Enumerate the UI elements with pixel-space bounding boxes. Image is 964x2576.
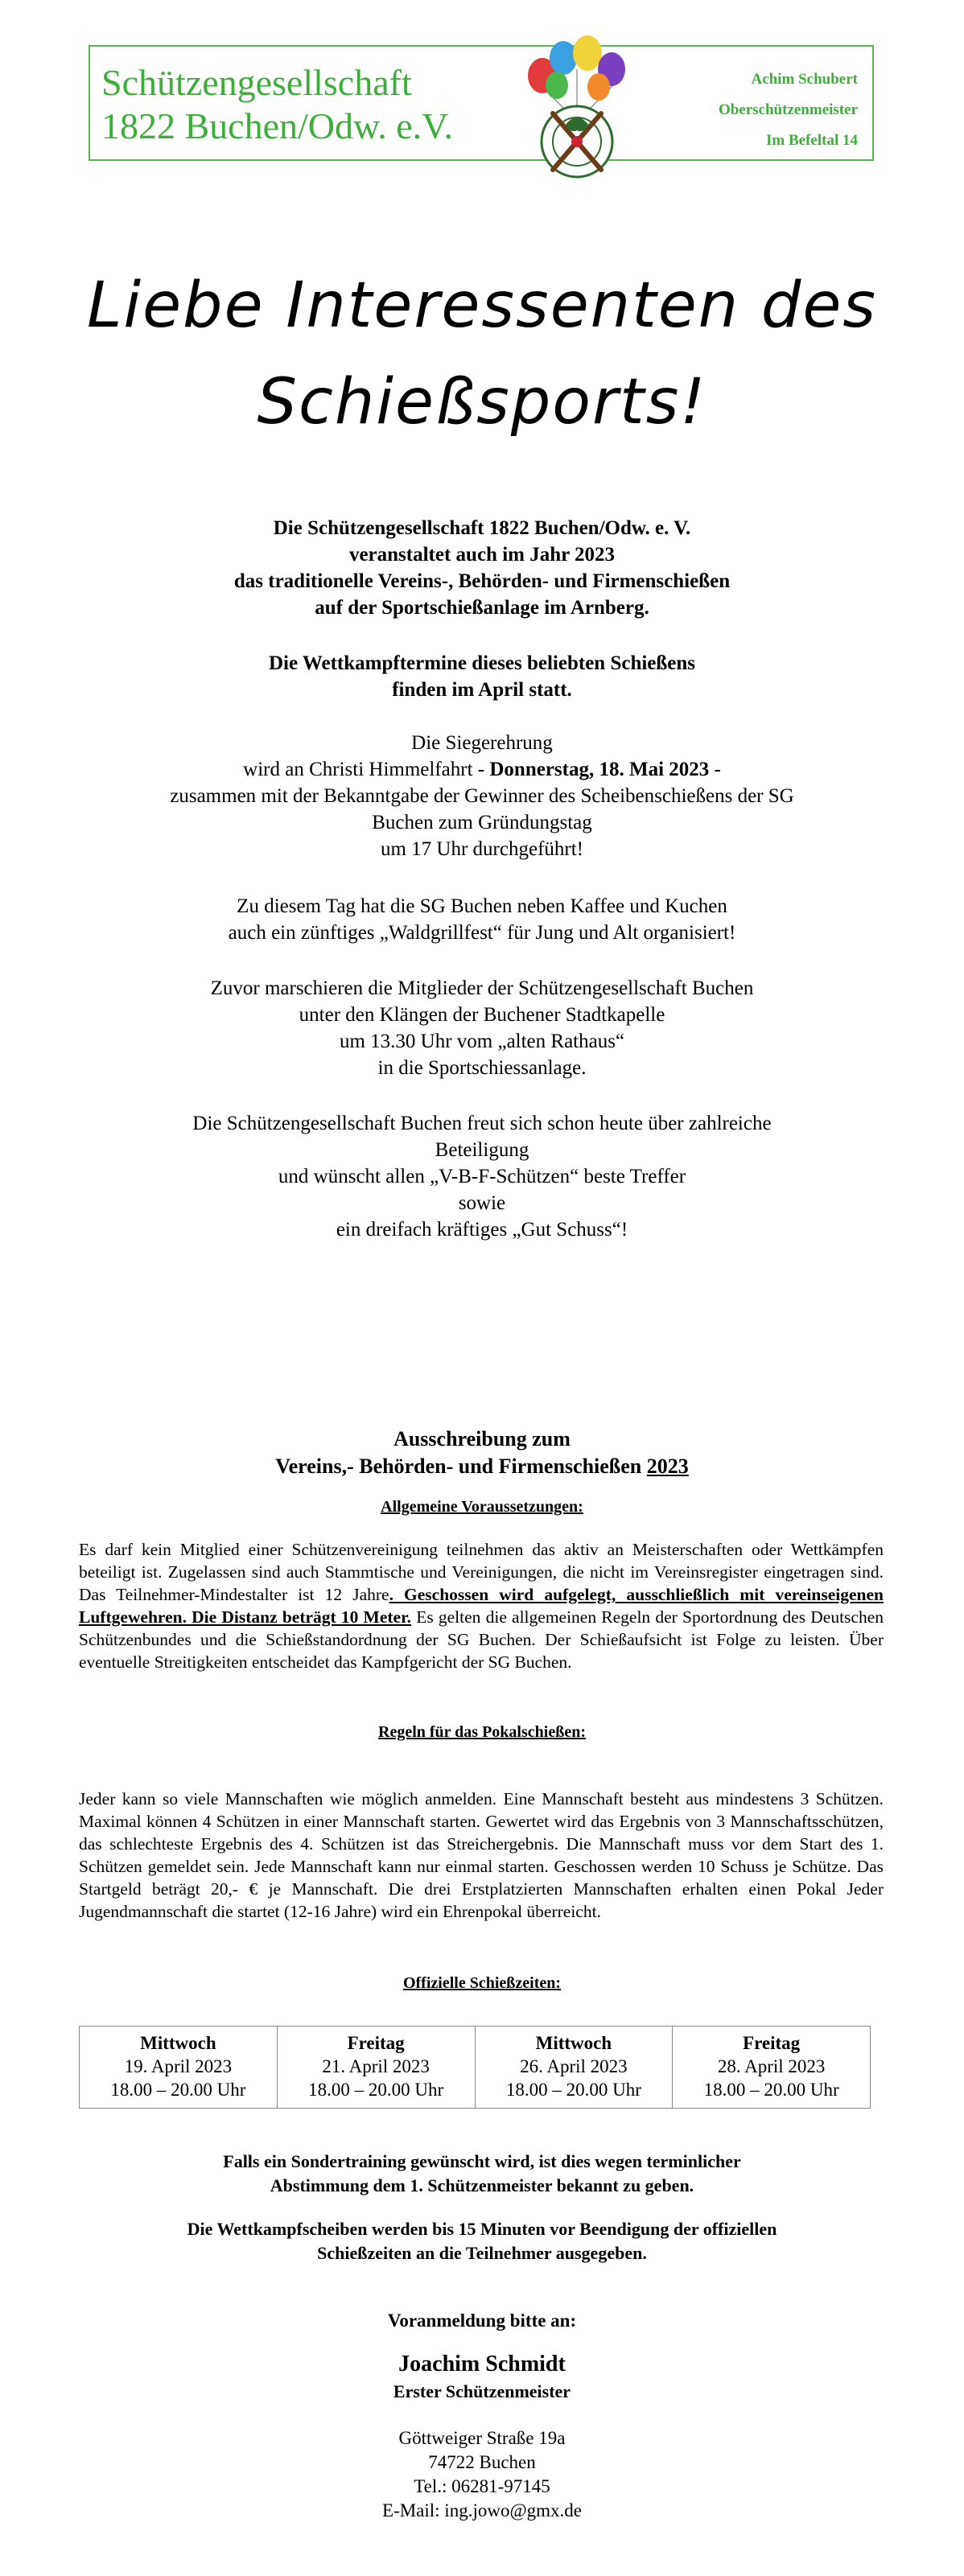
closing-paragraph [0, 1110, 964, 1243]
march-paragraph [0, 975, 964, 1081]
headline-line2: Schießsports! [257, 366, 707, 438]
food-paragraph [0, 893, 964, 946]
schedule-date: 28. April 2023 [717, 2056, 826, 2076]
announcement-title [0, 1426, 964, 1480]
times-heading: Offizielle Schießzeiten: [402, 1974, 562, 1992]
ceremony-line: Buchen zum Gründungstag [372, 812, 592, 833]
announcement-title-text: Vereins,- Behörden- und Firmenschießen [275, 1455, 647, 1478]
announcement-title-line2 [0, 1453, 964, 1480]
schedule-date: 19. April 2023 [124, 2056, 233, 2076]
registration-role: Erster Schützenmeister [393, 2381, 571, 2401]
announcement-title-line1: Ausschreibung zum [393, 1427, 571, 1451]
ceremony-line: Die Siegerehrung [411, 732, 553, 754]
targets-notice [0, 2217, 964, 2265]
dates-paragraph [0, 650, 964, 703]
training-notice [0, 2150, 964, 2198]
schedule-time: 18.00 – 20.00 Uhr [308, 2080, 444, 2100]
closing-line: Die Schützengesellschaft Buchen freut sich schon heute über zahlreiche [192, 1113, 772, 1134]
registration-street: Göttweiger Straße 19a [398, 2428, 566, 2448]
headline-line1: Liebe Interessenten des [86, 270, 878, 342]
march-line: Zuvor marschieren die Mitglieder der Schützengesellschaft Buchen [210, 977, 754, 999]
schedule-date: 21. April 2023 [322, 2056, 430, 2076]
intro-line: das traditionelle Vereins-, Behörden- und Firmenschießen [233, 570, 731, 592]
intro-paragraph [0, 515, 964, 621]
schedule-time: 18.00 – 20.00 Uhr [505, 2080, 641, 2100]
registration-heading: Voranmeldung bitte an: [387, 2311, 577, 2331]
registration-city: 74722 Buchen [428, 2452, 536, 2472]
schedule-table [79, 2026, 871, 2109]
schedule-day: Freitag [743, 2033, 801, 2053]
ceremony-post: - [709, 759, 721, 780]
registration-address [0, 2426, 964, 2523]
rules-text: Jeder kann so viele Mannschaften wie möglich anmelden. Eine Mannschaft besteht aus mindestens 3 Schützen. Maximal können 4 Schützen in einer Mannschaft starten. Gewertet wird das Ergebnis von 3 Mannschaftsschützen, das schlechteste Ergebnis des 4. Schützen ist das Streichergebnis. Die Mannschaft muss vor dem Start des 1. Schützen gemeldet sein. Jede Mannschaft kann nur einmal starten. Geschossen werden 10 Schuss je Schütze. Das Startgeld beträgt 20,- € je Mannschaft. Die drei Erstplatzierten Mannschaften erhalten einen Pokal Jeder Jugendmannschaft die startet (12-16 Jahre) wird ein Ehrenpokal überreicht. [79, 1789, 884, 1921]
schedule-cell [475, 2027, 673, 2109]
rules-heading: Regeln für das Pokalschießen: [378, 1723, 586, 1741]
contact-name: Achim Schubert [751, 71, 858, 88]
dates-line: Die Wettkampftermine dieses beliebten Schießens [268, 652, 696, 674]
ceremony-paragraph [0, 730, 964, 862]
schedule-time: 18.00 – 20.00 Uhr [110, 2080, 246, 2100]
schedule-cell [673, 2027, 871, 2109]
ceremony-line: um 17 Uhr durchgeführt! [380, 838, 583, 860]
ceremony-date-line [0, 756, 964, 783]
march-line: unter den Klängen der Buchener Stadtkapelle [299, 1004, 665, 1026]
letterhead [89, 45, 874, 161]
closing-line: sowie [458, 1192, 506, 1214]
closing-line: ein dreifach kräftiges „Gut Schuss“! [336, 1219, 628, 1241]
training-line: Abstimmung dem 1. Schützenmeister bekannt zu geben. [270, 2175, 694, 2195]
intro-line: Die Schützengesellschaft 1822 Buchen/Odw. e. V. [273, 517, 691, 539]
targets-line: Schießzeiten an die Teilnehmer ausgegeben. [317, 2243, 647, 2263]
club-name [101, 61, 453, 148]
general-text-part2: Es gelten die allgemeinen Regeln der Sportordnung des Deutschen Schützenbundes und die Schießstandordnung der SG Buchen. Der Schießaufsicht ist Folge zu leisten. Über eventuelle Streitigkeiten entscheidet das Kampfgericht der SG Buchen. [79, 1607, 884, 1672]
schedule-day: Freitag [347, 2033, 405, 2053]
closing-line: und wünscht allen „V-B-F-Schützen“ beste Treffer [278, 1166, 686, 1187]
intro-line: auf der Sportschießanlage im Arnberg. [315, 597, 649, 619]
closing-line: Beteiligung [435, 1139, 529, 1161]
schedule-date: 26. April 2023 [520, 2056, 628, 2076]
general-text-emphasis: . Geschossen wird aufgelegt, ausschließlich mit vereinseigenen Luftgewehren. Die Distanz beträgt 10 Meter. [79, 1585, 884, 1627]
club-name-line1: Schützengesellschaft [101, 62, 412, 103]
general-text [79, 1538, 884, 1673]
schedule-row [80, 2027, 871, 2109]
club-name-line2: 1822 Buchen/Odw. e.V. [101, 105, 453, 146]
schedule-time: 18.00 – 20.00 Uhr [703, 2080, 839, 2100]
dates-line: finden im April statt. [392, 679, 572, 701]
registration-email: E-Mail: ing.jowo@gmx.de [382, 2500, 582, 2520]
registration-name: Joachim Schmidt [398, 2352, 566, 2376]
march-line: um 13.30 Uhr vom „alten Rathaus“ [339, 1031, 625, 1052]
targets-line: Die Wettkampfscheiben werden bis 15 Minuten vor Beendigung der offiziellen [187, 2219, 777, 2239]
contact-role: Oberschützenmeister [718, 101, 858, 118]
general-text-part1: Es darf kein Mitglied einer Schützenvereinigung teilnehmen das aktiv an Meisterschaften oder Wettkämpfen beteiligt ist. Zugelassen sind auch Stammtische und Vereinigungen, die nicht im Vereinsregister eingetragen sind. Das Teilnehmer-Mindestalter ist 12 Jahre [79, 1540, 884, 1604]
ceremony-date: Donnerstag, 18. Mai 2023 [489, 759, 710, 780]
registration-phone: Tel.: 06281-97145 [414, 2476, 550, 2496]
schedule-cell [277, 2027, 475, 2109]
contact-address: Im Befeltal 14 [766, 132, 858, 149]
intro-line: veranstaltet auch im Jahr 2023 [348, 544, 616, 566]
announcement-year: 2023 [646, 1455, 689, 1478]
food-line: auch ein zünftiges „Waldgrillfest“ für Jung und Alt organisiert! [228, 922, 736, 944]
schedule-day: Mittwoch [140, 2033, 216, 2053]
march-line: in die Sportschiessanlage. [377, 1057, 587, 1079]
food-line: Zu diesem Tag hat die SG Buchen neben Kaffee und Kuchen [237, 895, 727, 917]
ceremony-pre: wird an Christi Himmelfahrt - [243, 759, 490, 780]
contact-block [719, 64, 858, 156]
general-heading: Allgemeine Voraussetzungen: [381, 1498, 583, 1516]
club-crest-logo [509, 29, 645, 190]
ceremony-line: zusammen mit der Bekanntgabe der Gewinner des Scheibenschießens der SG [170, 785, 794, 807]
schedule-day: Mittwoch [535, 2033, 612, 2053]
schedule-cell [80, 2027, 278, 2109]
training-line: Falls ein Sondertraining gewünscht wird, ist dies wegen terminlicher [223, 2151, 741, 2171]
